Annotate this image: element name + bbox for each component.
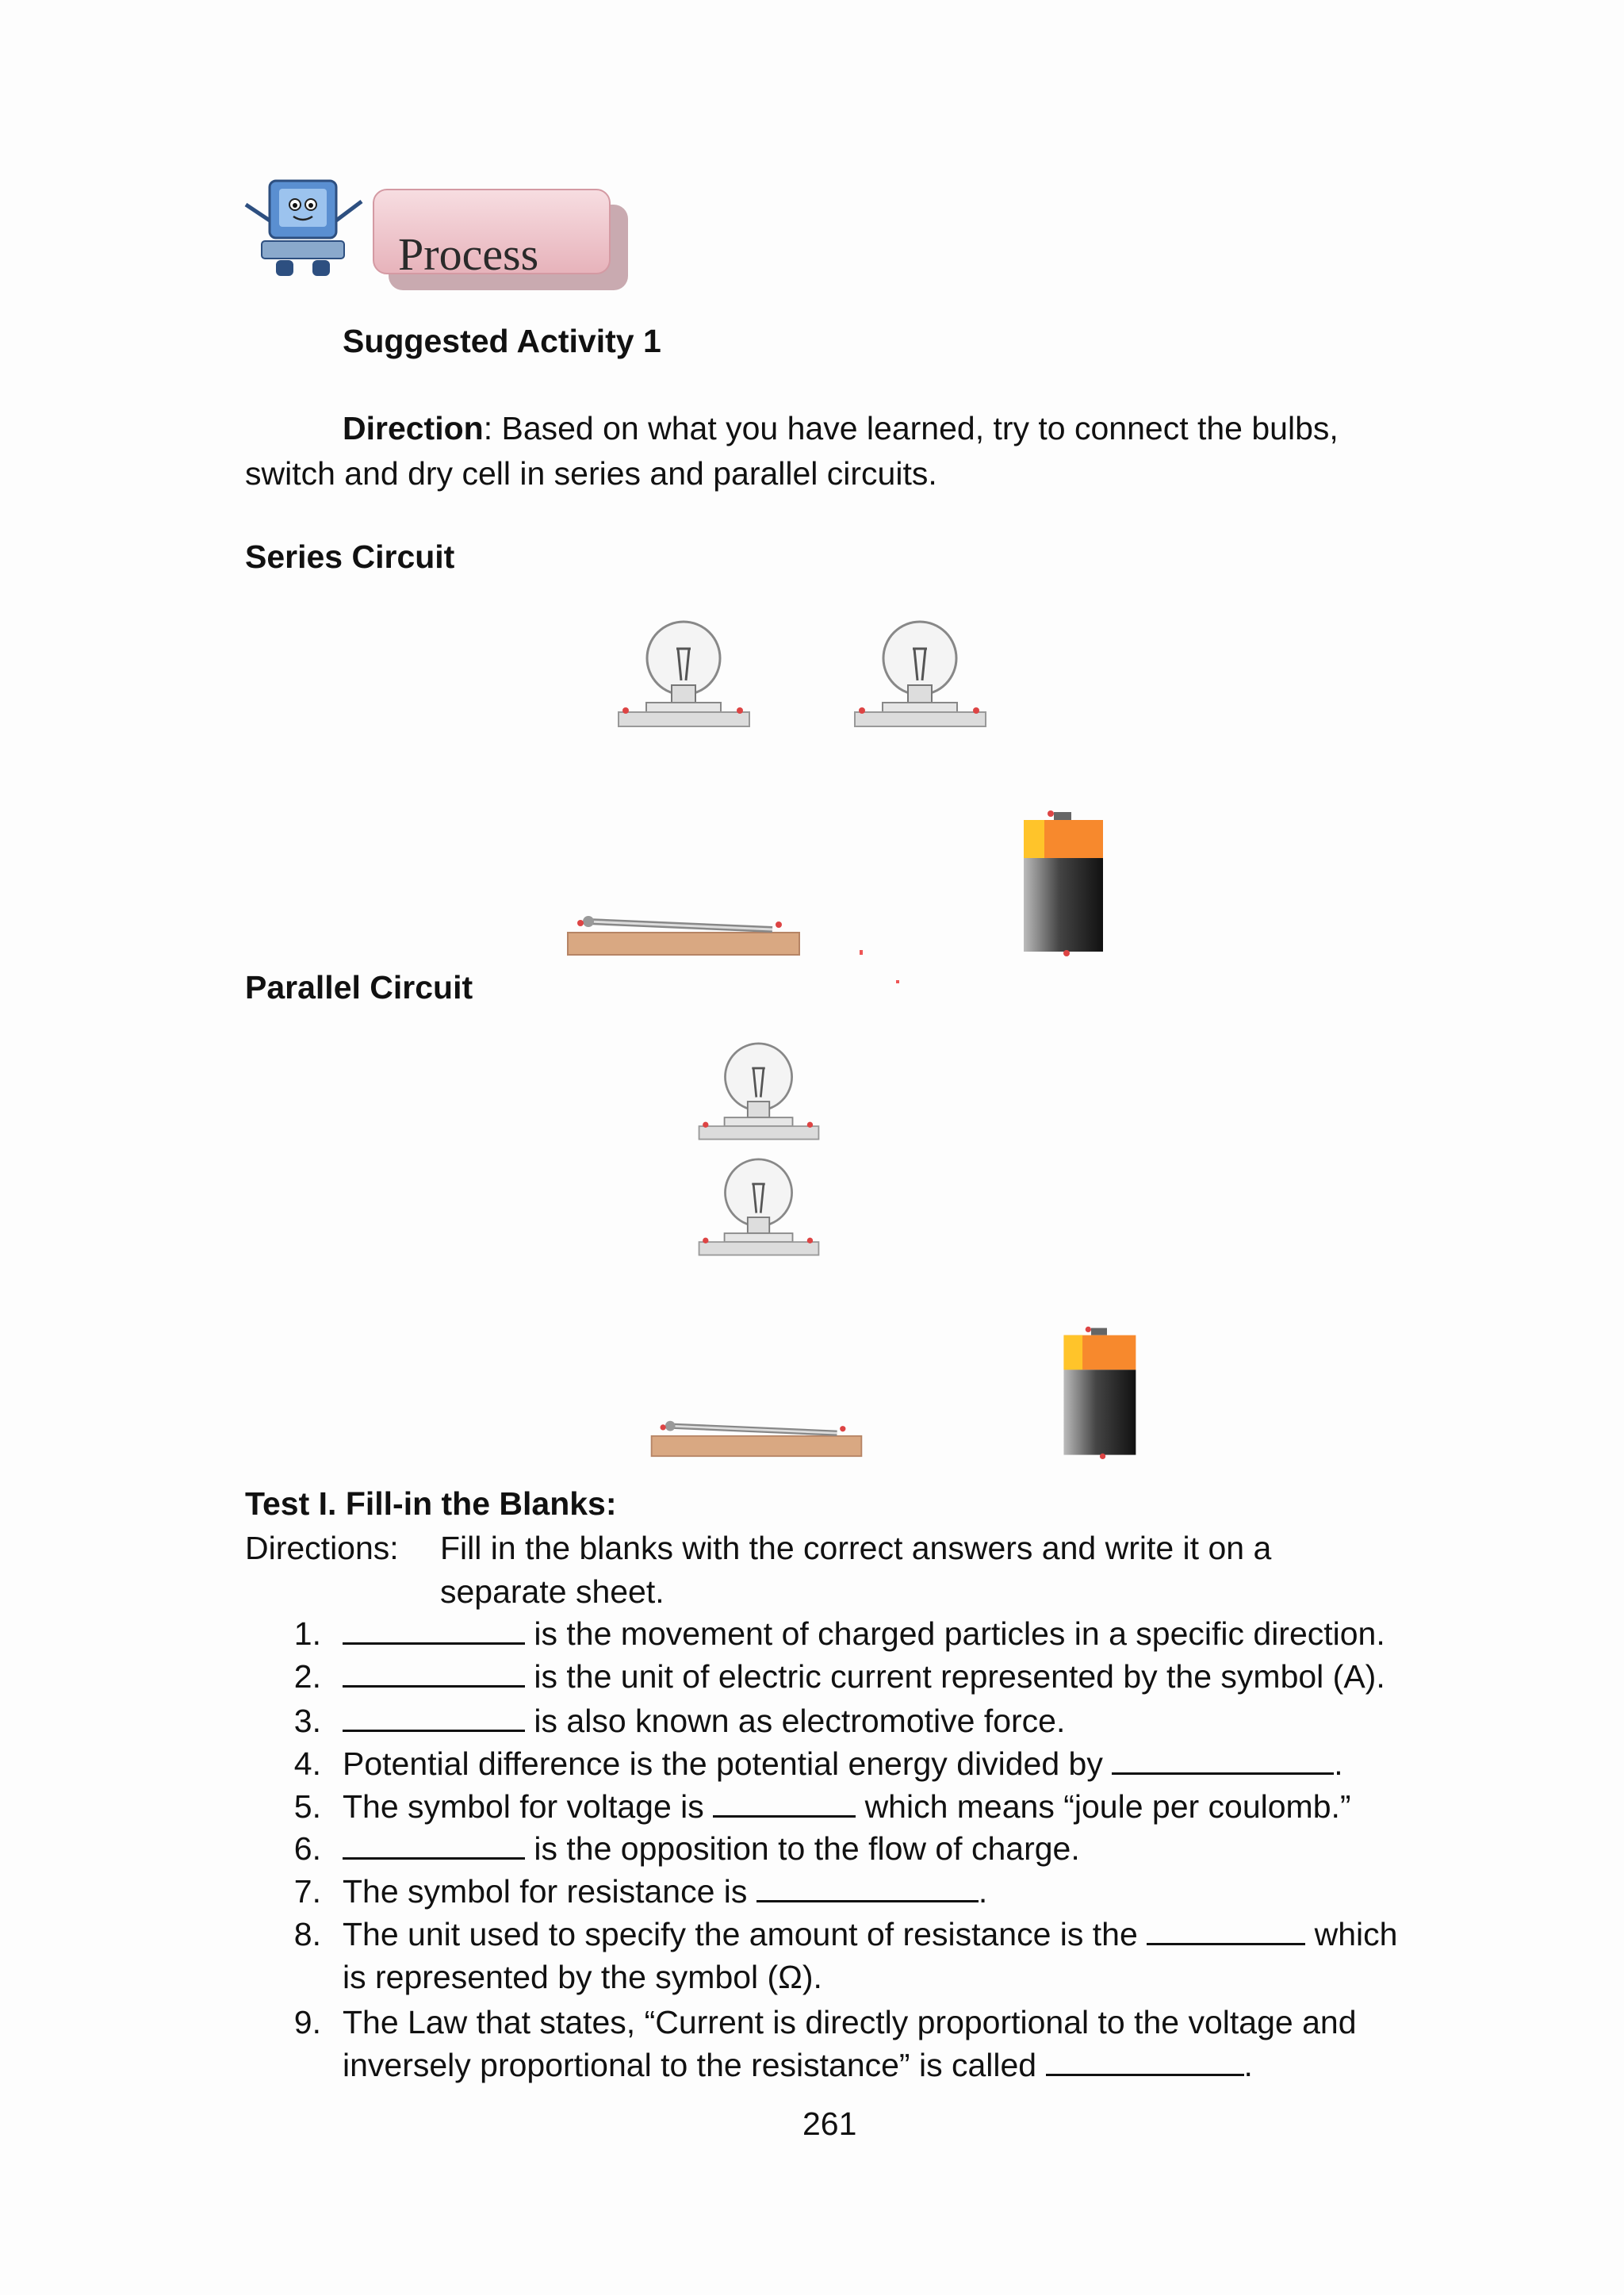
question-text: is the opposition to the flow of charge. (534, 1830, 1080, 1867)
bulb-icon (695, 1039, 822, 1148)
question-text: Potential difference is the potential energy divided by (343, 1745, 1103, 1782)
question-text: The unit used to specify the amount of resistance is the (343, 1916, 1138, 1952)
question-number: 8. (293, 1916, 321, 1952)
series-circuit-heading: Series Circuit (245, 538, 455, 575)
question-item (343, 1745, 1343, 1784)
computer-mascot-icon (238, 173, 373, 284)
question-item (343, 1615, 1385, 1653)
test-directions-line-2: separate sheet. (440, 1573, 665, 1610)
question-text: is the unit of electric current represented by the symbol (A). (534, 1658, 1385, 1695)
direction-line-2: switch and dry cell in series and parallel circuits. (245, 455, 937, 492)
switch-icon (649, 1410, 864, 1459)
answer-blank[interactable] (343, 1658, 525, 1688)
parallel-circuit-heading: Parallel Circuit (245, 969, 473, 1006)
question-item (343, 1872, 987, 1911)
question-text-end: . (978, 1873, 988, 1910)
question-item (343, 1915, 1397, 1954)
question-text: is also known as electromotive force. (534, 1703, 1066, 1739)
question-text-end: . (1243, 2047, 1253, 2083)
stray-mark (896, 980, 899, 983)
battery-icon (1059, 1323, 1139, 1462)
answer-blank[interactable] (1147, 1916, 1305, 1945)
bulb-icon (851, 617, 990, 736)
process-banner-label: Process (398, 228, 539, 274)
question-item (343, 1829, 1080, 1868)
answer-blank[interactable] (756, 1873, 979, 1902)
activity-title: Suggested Activity 1 (343, 323, 661, 359)
question-number: 9. (293, 2004, 321, 2040)
bulb-icon (615, 617, 753, 736)
question-text: The symbol for resistance is (343, 1873, 748, 1910)
question-text-end: . (1334, 1745, 1343, 1782)
test-directions-label: Directions: (245, 1530, 399, 1566)
answer-blank[interactable] (343, 1830, 525, 1860)
question-text: The Law that states, “Current is directly proportional to the voltage and (343, 2004, 1357, 2040)
question-item (343, 2046, 1253, 2085)
answer-blank[interactable] (1046, 2047, 1244, 2076)
question-number: 5. (293, 1788, 321, 1825)
question-number: 7. (293, 1873, 321, 1910)
direction-line-1 (343, 409, 1339, 448)
question-text-end: which means “joule per coulomb.” (864, 1788, 1351, 1825)
question-text-continued: is represented by the symbol (Ω). (343, 1959, 822, 1995)
direction-label: Direction (343, 410, 484, 446)
question-number: 6. (293, 1830, 321, 1867)
question-number: 1. (293, 1615, 321, 1652)
question-item (343, 1657, 1385, 1696)
question-text: The symbol for voltage is (343, 1788, 704, 1825)
question-text-continued: inversely proportional to the resistance” is called (343, 2047, 1037, 2083)
question-number: 3. (293, 1703, 321, 1739)
switch-icon (565, 904, 802, 958)
question-item (343, 1787, 1351, 1826)
bulb-icon (695, 1155, 822, 1264)
direction-text-1: : Based on what you have learned, try to connect the bulbs, (483, 410, 1339, 446)
question-text: is the movement of charged particles in a specific direction. (534, 1615, 1385, 1652)
battery-icon (1019, 807, 1106, 958)
question-item (343, 1702, 1065, 1741)
process-banner (373, 189, 611, 274)
question-number: 4. (293, 1745, 321, 1782)
answer-blank[interactable] (343, 1615, 525, 1645)
question-number: 2. (293, 1658, 321, 1695)
answer-blank[interactable] (1112, 1745, 1334, 1775)
answer-blank[interactable] (343, 1703, 525, 1732)
page-number: 261 (802, 2105, 857, 2142)
test-heading: Test I. Fill-in the Blanks: (245, 1485, 617, 1522)
test-directions-line-1: Fill in the blanks with the correct answers and write it on a (440, 1530, 1272, 1566)
question-text-end: which (1314, 1916, 1398, 1952)
stray-mark (860, 950, 863, 955)
answer-blank[interactable] (713, 1788, 856, 1818)
